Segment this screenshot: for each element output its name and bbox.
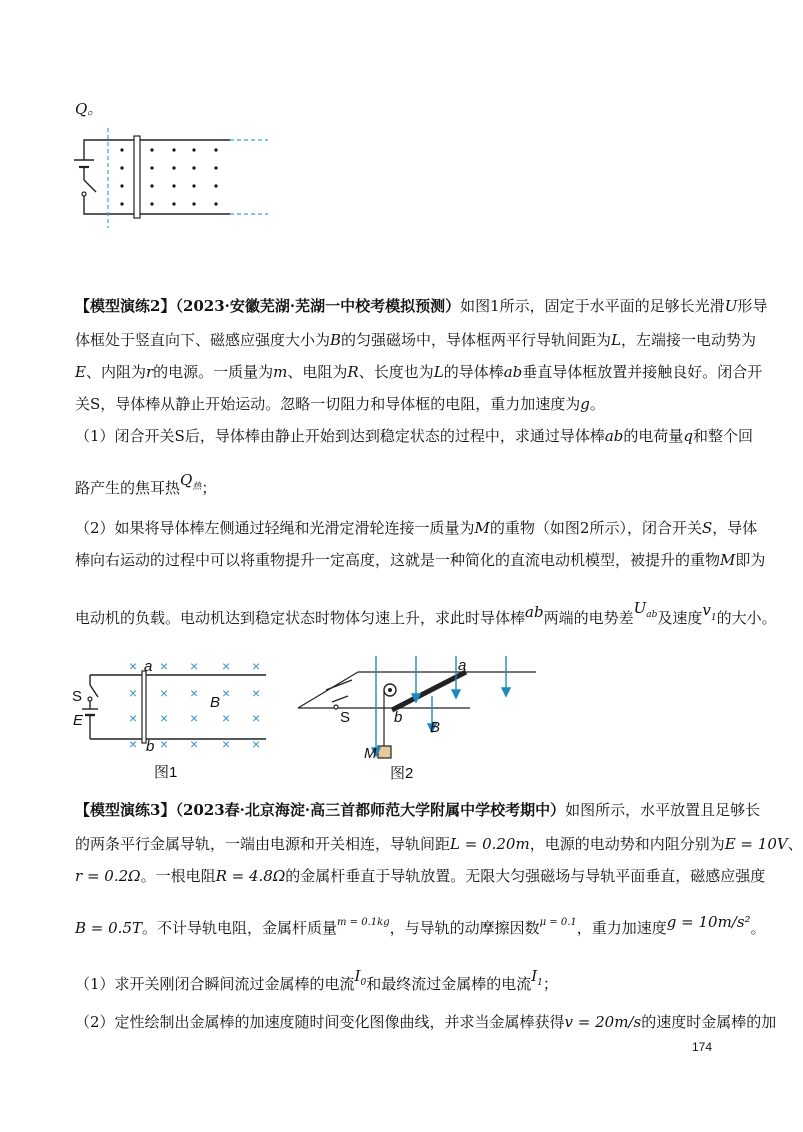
p2-q2-line-2: 棒向右运动的过程中可以将重物提升一定高度，这就是一种简化的直流电动机模型，被提升的重物M即为 (75, 551, 766, 569)
p2-q1-line-1: （1）闭合开关S后，导体棒由静止开始到达到稳定状态的过程中，求通过导体棒ab的电荷量q和整个回 (75, 427, 754, 445)
svg-text:×: × (252, 736, 261, 752)
top-fragment: Q。 (75, 100, 103, 118)
p3-q1: （1）求开关刚闭合瞬间流过金属棒的电流$I^0$和最终流过金属棒的电流$I^1$； (75, 967, 558, 993)
p3-q2: （2）定性绘制出金属棒的加速度随时间变化图像曲线，并求当金属棒获得v = 20m/s的速度时金属棒的加 (75, 1013, 777, 1031)
svg-text:×: × (190, 710, 199, 726)
svg-text:×: × (129, 736, 138, 752)
fig2-label-S: S (340, 709, 351, 726)
fig1-label-b: b (146, 738, 155, 755)
page-number: 174 (692, 1040, 713, 1054)
svg-text:×: × (190, 685, 199, 701)
fig1-caption: 图1 (154, 764, 178, 781)
figure-1 (70, 655, 280, 785)
svg-text:×: × (190, 736, 199, 752)
fig2-label-a: a (458, 657, 467, 674)
p3-line-1: 【模型演练3】（2023春·北京海淀·高三首都师范大学附属中学校考期中）如图所示，水平放置且足够长 (75, 801, 761, 819)
p2-line-3: E、内阻为r的电源。一质量为m、电阻为R、长度也为L的导体棒ab垂直导体框放置并接触良好。闭合开 (75, 363, 763, 381)
svg-text:×: × (222, 685, 231, 701)
svg-text:×: × (129, 658, 138, 674)
svg-text:×: × (222, 736, 231, 752)
p3-title: 【模型演练3】（2023春·北京海淀·高三首都师范大学附属中学校考期中） (75, 801, 566, 819)
svg-text:×: × (160, 658, 169, 674)
fig2-caption: 图2 (390, 765, 414, 782)
p3-line-4: B = 0.5T。不计导轨电阻，金属杆质量$^{m = 0.1kg}$，与导轨的动摩擦因数$^{\mu = 0.1}$，重力加速度g = 10m/s²。 (75, 913, 766, 937)
svg-text:×: × (252, 658, 261, 674)
figure-2 (290, 650, 550, 790)
p2-q1-line-2: 路产生的焦耳热$Q^热$； (75, 471, 217, 497)
svg-text:×: × (222, 710, 231, 726)
p3-line-2: 的两条平行金属导轨，一端由电源和开关相连，导轨间距L = 0.20m，电源的电动势和内阻分别为E = 10V、 (75, 835, 803, 853)
fig1-label-S: S (72, 688, 83, 705)
p2-q2-line-1: （2）如果将导体棒左侧通过轻绳和光滑定滑轮连接一质量为M的重物（如图2所示），闭合开关S，导体 (75, 519, 758, 537)
fig2-label-b: b (394, 709, 403, 726)
p3-line-3: r = 0.2Ω。一根电阻R = 4.8Ω的金属杆垂直于导轨放置。无限大匀强磁场与导轨平面垂直，磁感应强度 (75, 867, 766, 885)
svg-text:×: × (160, 710, 169, 726)
fig1-label-E: E (73, 712, 84, 729)
p2-line-4: 关S，导体棒从静止开始运动。忽略一切阻力和导体框的电阻，重力加速度为g。 (75, 395, 605, 413)
p2-line-1: 【模型演练2】（2023·安徽芜湖·芜湖一中校考模拟预测）如图1所示，固定于水平面的足够长光滑U形导 (75, 297, 768, 315)
fig2-label-M: M (364, 745, 377, 762)
p2-q2-line-3: 电动机的负载。电动机达到稳定状态时物体匀速上升，求此时导体棒ab两端的电势差$U^{ab}$及速度$v^1$的大小。 (75, 599, 777, 627)
svg-text:×: × (190, 658, 199, 674)
fig2-label-B: B (430, 719, 441, 736)
top-circuit-diagram (70, 128, 270, 228)
svg-text:×: × (222, 658, 231, 674)
svg-text:×: × (129, 685, 138, 701)
svg-text:×: × (160, 736, 169, 752)
p2-line-2: 体框处于竖直向下、磁感应强度大小为B的匀强磁场中，导体框两平行导轨间距为L，左端接一电动势为 (75, 331, 757, 349)
svg-text:×: × (252, 710, 261, 726)
p2-title: 【模型演练2】（2023·安徽芜湖·芜湖一中校考模拟预测） (75, 297, 461, 315)
svg-text:×: × (252, 685, 261, 701)
svg-text:×: × (129, 710, 138, 726)
fig1-label-a: a (144, 658, 153, 675)
svg-text:×: × (160, 685, 169, 701)
fig1-label-B: B (210, 694, 221, 711)
